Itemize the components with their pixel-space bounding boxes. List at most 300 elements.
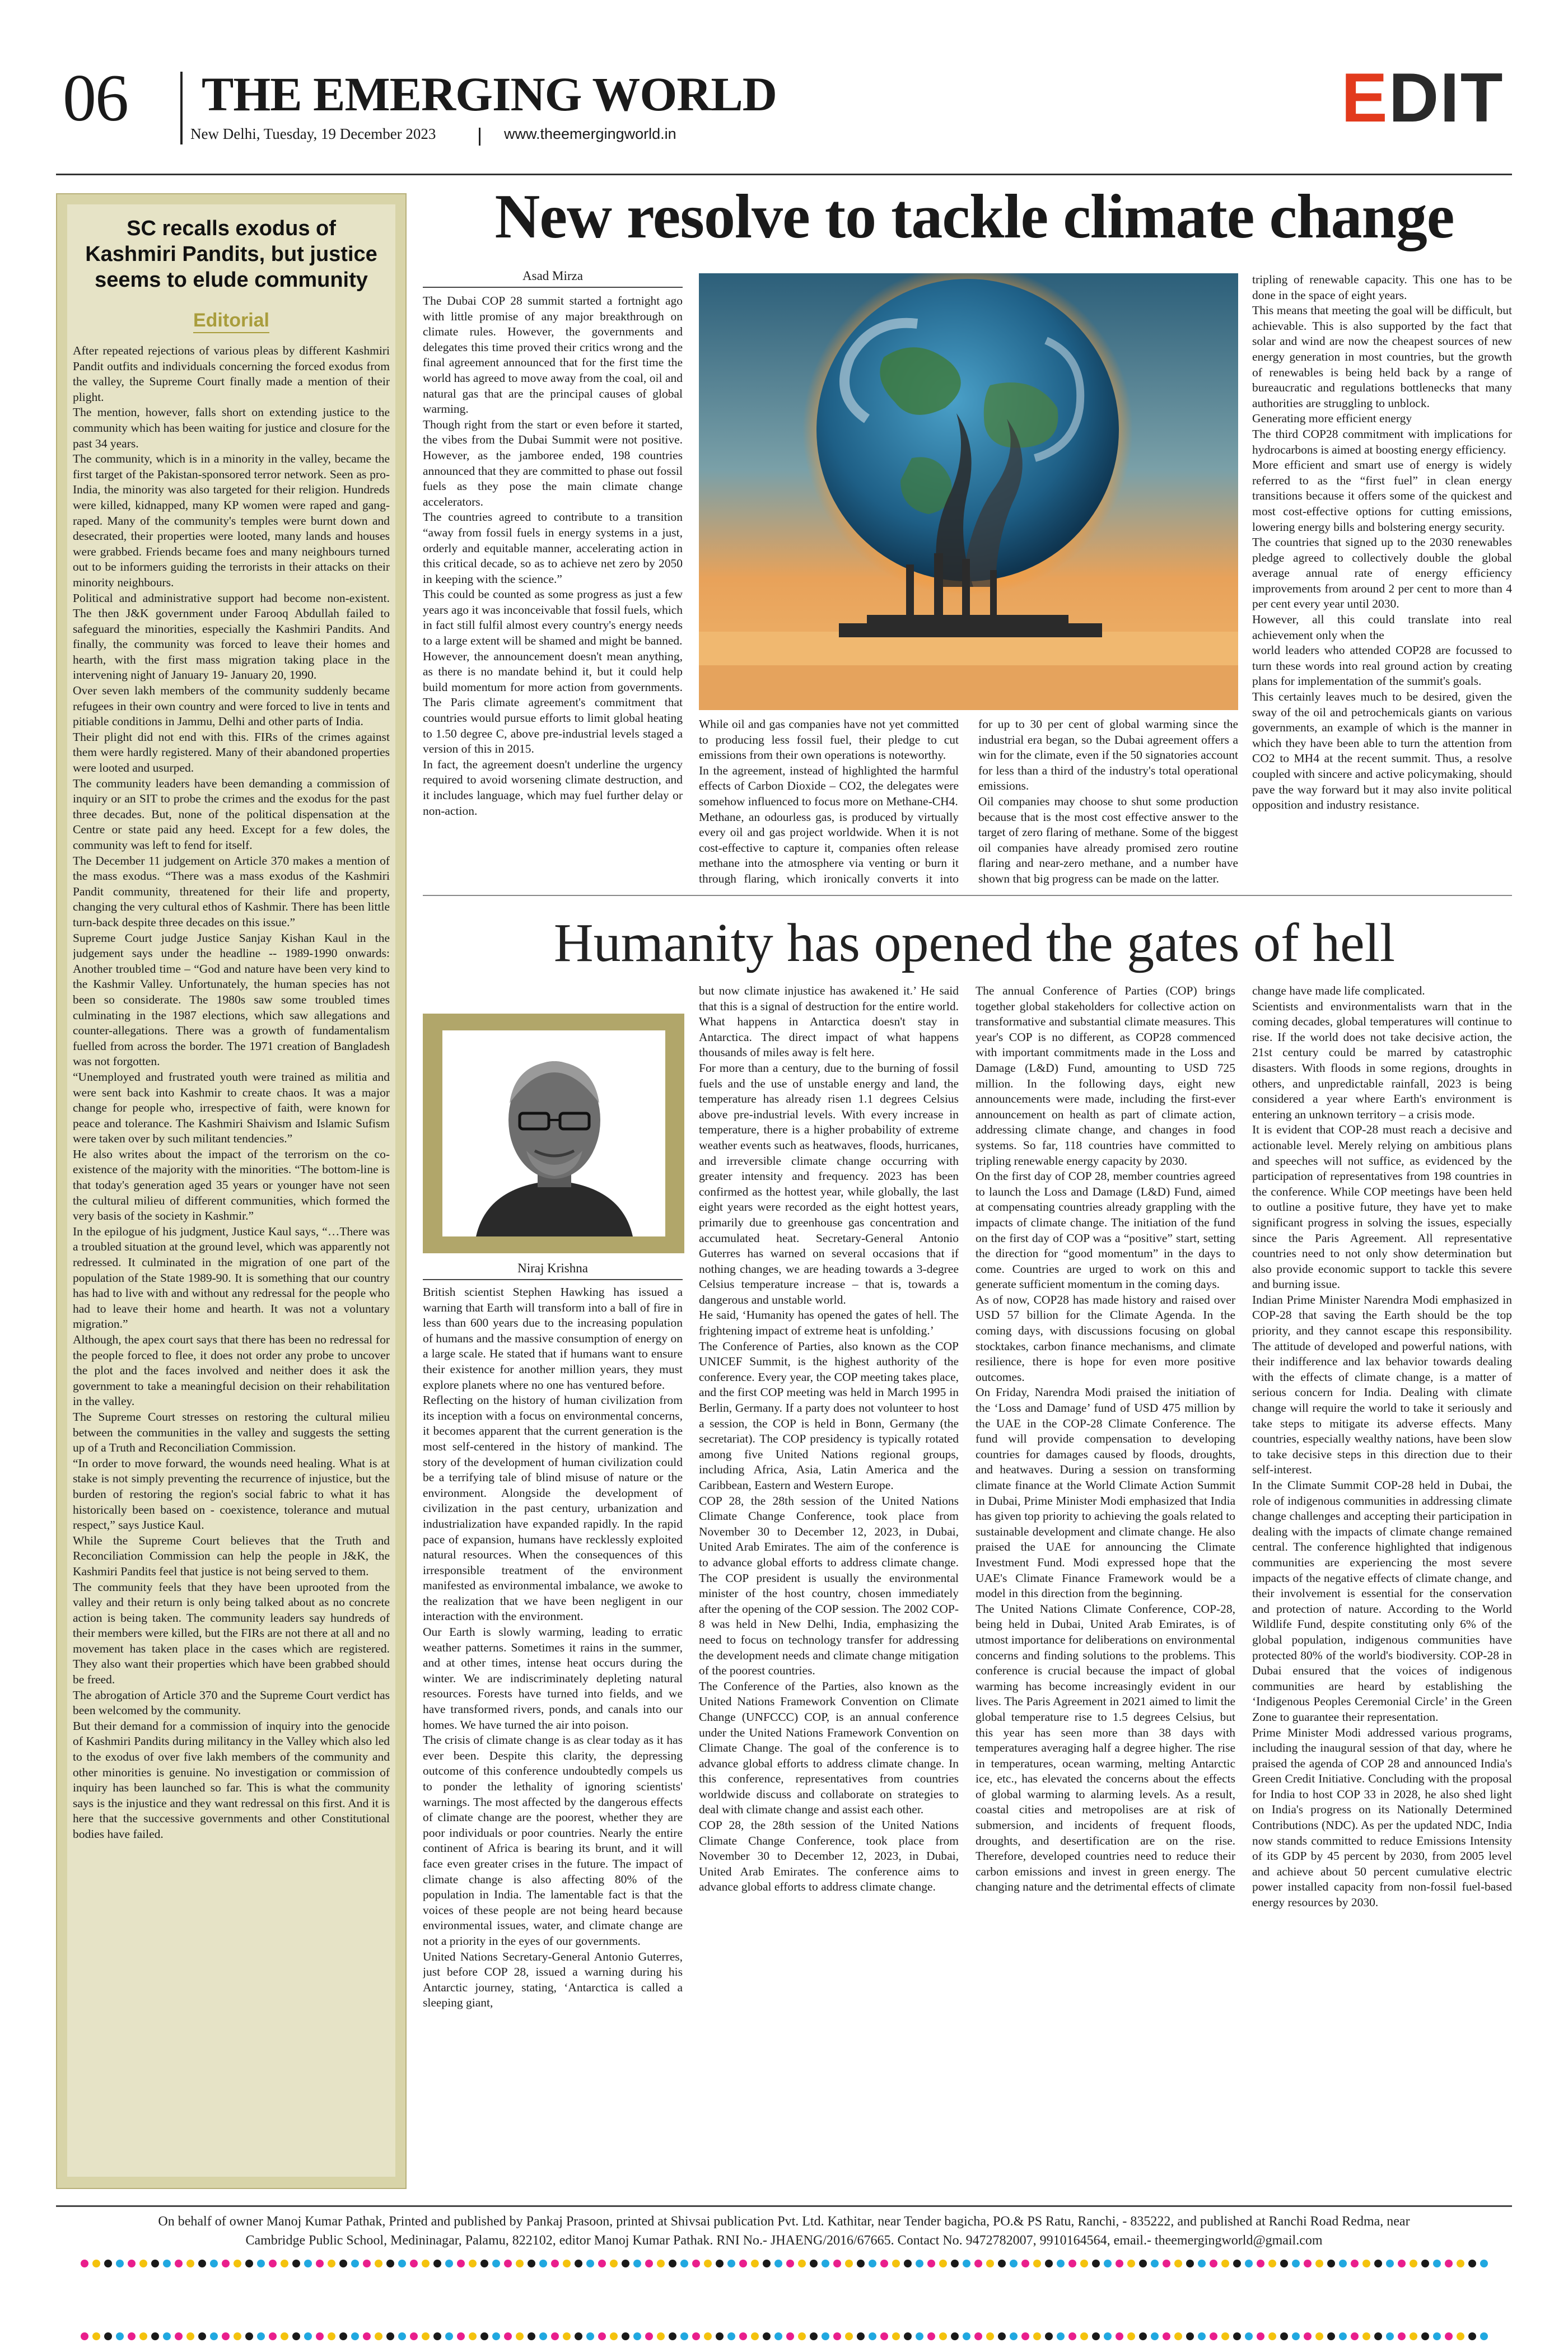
registration-dot — [927, 2260, 935, 2267]
registration-dot — [1304, 2332, 1312, 2340]
registration-dot — [234, 2260, 241, 2267]
paragraph: Supreme Court judge Justice Sanjay Kishan Kaul in the judgement says under the headline -- 1989-1990 onwards: Another troubled time – “God and nature have been very kind to the Kashmir Valley. Unfortunately, the human species has not been so considerate. The 1980s saw some troubled times culminating in the 1987 elections, which saw allegations and counter-allegations. There was a growth of fundamentalism fuelled from across the border. The 1971 creation of Bangladesh was not forgotten. — [73, 931, 390, 1068]
paragraph: Oil companies may choose to shut some production because that is the most cost effective answer to the target of zero flaring of methane. Some of the biggest oil companies have already promised zero routine flaring and near-zero methane, and a number have shown that big progress can be made on the latter. — [978, 794, 1238, 885]
registration-dot — [528, 2260, 535, 2267]
registration-dot — [1433, 2260, 1441, 2267]
registration-dot — [833, 2260, 841, 2267]
registration-dot — [210, 2332, 218, 2340]
registration-dot — [234, 2332, 241, 2340]
registration-dot — [410, 2332, 418, 2340]
registration-dot — [727, 2332, 735, 2340]
registration-dot — [363, 2332, 371, 2340]
registration-dot — [504, 2260, 512, 2267]
registration-dot — [457, 2332, 465, 2340]
registration-dot — [128, 2332, 136, 2340]
registration-dot — [892, 2332, 900, 2340]
paragraph: In the Climate Summit COP-28 held in Dubai, the role of indigenous communities in addressing climate change challenges and accepting their participation in dealing with the impacts of climate change remained central. The conference highlighted that indigenous communities are experiencing the most severe impacts of the negative effects of climate change, and their involvement is essential for the conservation and protection of nature. According to the World Wildlife Fund, despite constituting only 6% of the global population, indigenous communities have protected 80% of the world's biodiversity. COP-28 in Dubai ensured that the voices of indigenous communities are heard by establishing the ‘Indigenous Peoples Ceremonial Circle’ in the Green Zone to guarantee their representation. — [1252, 1478, 1512, 1724]
registration-dot — [128, 2260, 136, 2267]
footer-rule — [56, 2205, 1512, 2207]
registration-dot — [716, 2260, 724, 2267]
registration-dot — [116, 2332, 124, 2340]
paragraph: Prime Minister Modi addressed various programs, including the inaugural session of that day, where he praised the agenda of COP 28 and announced India's Green Credit Initiative. Concluding with the proposal for India to host COP 33 in 2028, he also shed light on India's progress on its Nationally Determined Contributions (NDC). As per the updated NDC, India now stands committed to reduce Emissions Intensity of its GDP by 45 percent by 2030, from 2005 level and achieve about 50 percent cumulative electric power installed capacity from non-fossil fuel-based energy resources by 2030. — [1252, 1725, 1512, 1910]
paragraph: In the epilogue of his judgment, Justice Kaul says, “…There was a troubled situation at the ground level, which was apparently not redressed. It culminated in the migration of one part of the population of the State 1989-90. It is something that our country has had to live with and without any redressal for the people who had to leave their home and hearth. It was not a voluntary migration.” — [73, 1224, 390, 1331]
registration-dot — [528, 2332, 535, 2340]
registration-dot — [539, 2260, 547, 2267]
registration-dot — [81, 2260, 88, 2267]
registration-dot — [292, 2260, 300, 2267]
registration-dot — [339, 2260, 347, 2267]
registration-dot — [281, 2260, 288, 2267]
registration-dot — [1139, 2332, 1147, 2340]
editorial-sidebar — [56, 193, 407, 2189]
registration-dot — [151, 2332, 159, 2340]
paragraph: tripling of renewable capacity. This one has to be done in the space of eight years. — [1252, 273, 1512, 302]
registration-dot — [1398, 2332, 1406, 2340]
registration-dot — [1362, 2332, 1370, 2340]
registration-dot — [163, 2332, 171, 2340]
registration-dot — [457, 2260, 465, 2267]
registration-dot — [1010, 2260, 1018, 2267]
registration-dot — [657, 2260, 665, 2267]
registration-dot — [1033, 2332, 1041, 2340]
paragraph: It is evident that COP-28 must reach a decisive and actionable level. Merely relying on ambitious plans and speeches will not suffice, as evidenced by the participation of representatives from 198 countries in the conference. While COP meetings have been held to outline a positive future, they have yet to make significant progress in solving the issues, especially since the Paris Agreement. All representative countries need to not only show determination but also provide economic support to tackle this severe and burning issue. — [1252, 1123, 1512, 1291]
registration-dot — [633, 2332, 641, 2340]
paragraph: The December 11 judgement on Article 370 makes a mention of the mass exodus. “There was a mass exodus of the Kashmiri Pandit community, threatened for their life and property, changing the very cultural ethos of Kashmir. There has been little turn-back despite three decades on this issue.” — [73, 853, 390, 929]
registration-dot — [575, 2260, 582, 2267]
author-photo — [442, 1030, 665, 1236]
registration-dot — [1045, 2332, 1053, 2340]
earth-smoke-factory-image — [699, 273, 1238, 710]
registration-dot — [1163, 2260, 1170, 2267]
registration-dot — [774, 2332, 782, 2340]
registration-dot — [1280, 2260, 1288, 2267]
registration-dot — [375, 2332, 382, 2340]
paragraph: COP 28, the 28th session of the United Nations Climate Change Conference, took place from November 30 to December 12, 2023, in Dubai, United Arab Emirates. The aim of the conference is to advance global efforts to address climate change. The COP president is usually the environmental minister of the host country, chosen immediately after the opening of the COP session. The 2002 COP-8 was held in New Delhi, India, emphasizing the need to focus on technology transfer for addressing the development needs and climate change mitigation of the poorest countries. — [699, 1494, 959, 1678]
paragraph: The abrogation of Article 370 and the Supreme Court verdict has been welcomed by the community. — [73, 1688, 390, 1718]
registration-dot — [1339, 2332, 1347, 2340]
registration-dot — [1116, 2260, 1123, 2267]
registration-dot — [880, 2260, 888, 2267]
registration-dot — [1151, 2260, 1159, 2267]
registration-dot — [104, 2260, 112, 2267]
registration-dot — [739, 2260, 747, 2267]
paragraph: More efficient and smart use of energy is widely referred to as the “first fuel” in clean energy transitions because it offers some of the quickest and most cost-effective options for cutting emissions, lowering energy bills and bolstering energy security. — [1252, 458, 1512, 534]
registration-dot — [504, 2332, 512, 2340]
paragraph: “Unemployed and frustrated youth were trained as militia and were sent back into Kashmir to create chaos. It was a major change for people who, irrespective of faith, were known for peace and tolerance. The Kashmiri Shaivism and Islamic Sufism were taken over by such militant tendencies.” — [73, 1070, 390, 1146]
registration-dot — [151, 2260, 159, 2267]
registration-dot — [1280, 2332, 1288, 2340]
registration-dot — [139, 2260, 147, 2267]
paragraph: The mention, however, falls short on extending justice to the community which has been waiting for justice and closure for the past 34 years. — [73, 405, 390, 450]
registration-dot — [1245, 2260, 1253, 2267]
registration-dot — [692, 2332, 700, 2340]
registration-dot — [245, 2332, 253, 2340]
registration-dot — [763, 2332, 771, 2340]
registration-dot — [104, 2332, 112, 2340]
registration-dot — [610, 2332, 618, 2340]
registration-dot — [81, 2332, 88, 2340]
registration-dot — [1410, 2260, 1417, 2267]
registration-dot — [139, 2332, 147, 2340]
paragraph: The community leaders have been demanding a commission of inquiry or an SIT to probe the crimes and the exodus for the past three decades. But, none of the political dispensation at the Centre or state paid any heed. Except for a few doles, the community was left to fend for itself. — [73, 776, 390, 852]
registration-dot — [410, 2260, 418, 2267]
registration-dot — [1221, 2260, 1229, 2267]
registration-dot — [786, 2332, 794, 2340]
paragraph: But their demand for a commission of inquiry into the genocide of Kashmiri Pandits during militancy in the Valley which also led to the exodus of over five lakh members of the community and other minorities is genuine. No investigation or commission of inquiry has been launched so far. This is what the community says is the injustice and they want redressal on this first. And it is here that the successive governments and other Constitutional bodies have failed. — [73, 1719, 390, 1841]
paragraph: The Conference of the Parties, also known as the United Nations Framework Convention on Climate Change (UNFCCC) COP, is an annual conference under the United Nations Framework Convention on Climate Change. The goal of the conference is to advance global efforts to address climate change. In this conference, representatives from countries worldwide discuss and collaborate on strategies to deal with climate change and assist each other. — [699, 1679, 959, 1817]
climate-illustration — [699, 273, 1238, 710]
editorial-headline[interactable]: SC recalls exodus of Kashmiri Pandits, but justice seems to elude community — [85, 217, 377, 292]
registration-dot — [916, 2260, 923, 2267]
registration-dot — [398, 2332, 406, 2340]
article1-column-3 — [978, 717, 1238, 886]
registration-dot — [328, 2260, 335, 2267]
registration-dot — [1092, 2260, 1100, 2267]
registration-dot — [186, 2260, 194, 2267]
registration-dot — [375, 2260, 382, 2267]
registration-dot — [598, 2260, 606, 2267]
registration-dot — [951, 2332, 959, 2340]
registration-dot — [422, 2332, 430, 2340]
paragraph: Generating more efficient energy — [1252, 412, 1412, 426]
registration-dot — [245, 2260, 253, 2267]
registration-dot — [1339, 2260, 1347, 2267]
registration-dot — [1421, 2260, 1429, 2267]
paragraph: For more than a century, due to the burning of fossil fuels and the use of unstable energy and land, the temperature has already risen 1.1 degrees Celsius above pre-industrial levels. With every increase in temperature, there is a higher probability of extreme weather events such as heatwaves, floods, hurricanes, and irreversible climate change occurring with greater intensity and frequency. 2023 has been confirmed as the hottest year, while globally, the last eight years were recorded as the eight hottest years, primarily due to greenhouse gas concentration and accumulated heat. Secretary-General Antonio Guterres has warned on several occasions that if nothing changes, we are heading towards a 3-degree Celsius temperature increase – that is, towards a dangerous and unstable world. — [699, 1061, 959, 1306]
registration-dot — [1468, 2260, 1476, 2267]
registration-dot — [904, 2332, 912, 2340]
registration-dot — [1021, 2260, 1029, 2267]
registration-dot — [1445, 2260, 1453, 2267]
registration-dot — [1080, 2332, 1088, 2340]
registration-dot — [986, 2260, 994, 2267]
paragraph: While the Supreme Court believes that the Truth and Reconciliation Commission can help the people in J&K, the Kashmiri Pandits feel that justice is not being served to them. — [73, 1533, 390, 1578]
registration-dot — [904, 2260, 912, 2267]
registration-dot — [398, 2260, 406, 2267]
article1-column-2 — [699, 717, 959, 886]
registration-dot — [916, 2332, 923, 2340]
registration-dot — [1010, 2332, 1018, 2340]
section-logo-first-letter: E — [1341, 59, 1389, 137]
registration-dot — [1257, 2332, 1264, 2340]
registration-dot — [669, 2332, 676, 2340]
registration-dot — [1163, 2332, 1170, 2340]
registration-dot — [974, 2260, 982, 2267]
article-headline-gates-of-hell[interactable]: Humanity has opened the gates of hell — [553, 913, 1396, 973]
paragraph: Methane, an odourless gas, is produced by virtually every oil and gas project worldwide. When it is not cost-effective to capture it, companies often release methane into the atmosphere via venting or burn it through flaring, which ironically converts it into — [699, 810, 959, 885]
editorial-kicker — [67, 310, 395, 332]
registration-dot — [622, 2260, 629, 2267]
registration-dot — [1327, 2332, 1335, 2340]
paragraph: The United Nations Climate Conference, COP-28, being held in Dubai, United Arab Emirates, is of utmost importance for deliberations on environmental concerns and finding solutions to the problems. This conference is crucial because the impact of global warming has become increasingly evident in our lives. The Paris Agreement in 2021 aimed to limit the global temperature rise to 1.5 degrees Celsius, but this year has seen more than 38 days with temperatures averaging half a degree higher. The rise in temperatures, ocean warming, melting Antarctic ice, etc., has elevated the concerns about the effects of global warming to alarming levels. As a result, coastal cities and metropolises are at risk of submersion, and incidents of frequent floods, droughts, and desertification are on the rise. Therefore, developed countries need to reduce their carbon emissions and invest in green energy. The changing nature and the detrimental effects of climate — [976, 1602, 1235, 1894]
registration-dot — [1480, 2260, 1488, 2267]
registration-dot — [810, 2260, 818, 2267]
byline-niraj-krishna: Niraj Krishna — [517, 1261, 588, 1275]
registration-dot — [292, 2332, 300, 2340]
registration-dot — [1116, 2332, 1123, 2340]
paragraph: Though right from the start or even before it started, the vibes from the Dubai Summit were not positive. However, as the jamboree ended, 198 countries announced that they are committed to phase out fossil fuels as they pose the main climate change accelerators. — [423, 417, 683, 508]
registration-dot — [704, 2260, 712, 2267]
registration-dot — [1292, 2260, 1300, 2267]
registration-dot — [998, 2260, 1006, 2267]
byline-asad-mirza: Asad Mirza — [522, 269, 583, 283]
paragraph: The crisis of climate change is as clear today as it has ever been. Despite this clarity, the depressing outcome of this conference undoubtedly compels us to ponder the lethality of ignoring scientists' warnings. The most affected by the dangerous effects of climate change are the poorest, whether they are poor individuals or poor countries. Nearly the entire continent of Africa is bearing its brunt, and it will face even greater crises in the future. The impact of climate change is also affecting 80% of the population in India. The lamentable fact is that the voices of these people are not being heard because environmental issues, water, and climate change are not a priority in the eyes of our governments. — [423, 1733, 683, 1948]
registration-dot — [1410, 2332, 1417, 2340]
registration-dot — [704, 2332, 712, 2340]
registration-dot — [1174, 2332, 1182, 2340]
registration-dot — [810, 2332, 818, 2340]
registration-dot — [422, 2260, 430, 2267]
registration-dot — [92, 2332, 100, 2340]
registration-dot — [951, 2260, 959, 2267]
paragraph: for up to 30 per cent of global warming since the industrial era began, so the Dubai agreement offers a win for the climate, even if the 50 signatories account for less than a third of the industry's total operational emissions. — [978, 717, 1238, 793]
registration-dot — [516, 2332, 524, 2340]
paragraph: The third COP28 commitment with implications for hydrocarbons is aimed at boosting energy efficiency. — [1252, 427, 1512, 456]
section-logo-edit — [1341, 59, 1504, 137]
registration-dot — [175, 2332, 183, 2340]
paragraph: COP 28, the 28th session of the United Nations Climate Change Conference, took place from November 30 to December 12, 2023, in Dubai, United Arab Emirates. The conference aims to advance global efforts to address climate change. — [699, 1818, 959, 1894]
registration-dot — [963, 2332, 970, 2340]
registration-dot — [657, 2332, 665, 2340]
registration-dot — [1174, 2260, 1182, 2267]
registration-dot — [1127, 2332, 1135, 2340]
imprint-line-2: Cambridge Public School, Medininagar, Palamu, 822102, editor Manoj Kumar Pathak. RNI No.- JHAENG/2016/67665. Contact No. 9472782007, 9910164564, email.- theemergingworld@gmail.com — [245, 2233, 1323, 2248]
registration-dot — [1092, 2332, 1100, 2340]
registration-dot — [751, 2260, 759, 2267]
registration-dot — [1374, 2260, 1382, 2267]
registration-dot — [480, 2260, 488, 2267]
registration-dot — [469, 2260, 477, 2267]
paragraph: This means that meeting the goal will be difficult, but achievable. This is also supported by the fact that solar and wind are now the cheapest sources of new energy generation in most countries, but the growth of renewables is being held back by a range of bureaucratic and regulations bottlenecks that many authorities are struggling to unblock. — [1252, 304, 1512, 410]
registration-dot — [998, 2332, 1006, 2340]
paragraph: After repeated rejections of various pleas by different Kashmiri Pandit outfits and individuals concerning the forced exodus from the valley, the Supreme Court finally made a mention of their plight. — [73, 344, 390, 404]
editorial-kicker-label: Editorial — [193, 310, 269, 333]
paragraph: The community, which is in a minority in the valley, became the first target of the Pakistan-sponsored terror network. Seen as pro-India, the minority was also targeted for their religion. Hundreds were killed, kidnapped, many KP women were raped and gang-raped. Many of the community's temples were burnt down and desecrated, their properties were looted, many lands and houses were grabbed. Friends became foes and many neighbours turned out to be informers guiding the terrorists in their attacks on their minority neighbours. — [73, 452, 390, 589]
paper-name[interactable]: THE EMERGING WORLD — [202, 67, 777, 121]
registration-dot — [963, 2260, 970, 2267]
registration-dot — [198, 2260, 206, 2267]
paragraph: Their plight did not end with this. FIRs of the crimes against them were hardly registered. Many of their abandoned properties were looted and usurped. — [73, 730, 390, 775]
registration-dot — [1268, 2260, 1276, 2267]
registration-dot — [763, 2260, 771, 2267]
registration-dot — [1021, 2332, 1029, 2340]
paragraph: The community feels that they have been uprooted from the valley and their return is only being talked about as no concrete action is being taken. The community leaders say hundreds of their members were killed, but the FIRs are not there at all and no movement has taken place in the cases which are registered. They also want their properties which have been grabbed should be freed. — [73, 1580, 390, 1687]
registration-dot — [316, 2332, 324, 2340]
paragraph: As of now, COP28 has made history and raised over USD 57 billion for the Climate Agenda. In the coming days, with discussions focusing on global stocktakes, carbon finance mechanisms, and climate resilience, there is hope for even more positive outcomes. — [976, 1292, 1235, 1384]
registration-dot — [1480, 2332, 1488, 2340]
registration-dot — [198, 2332, 206, 2340]
registration-dot — [680, 2332, 688, 2340]
registration-dot — [551, 2332, 559, 2340]
article-separator — [423, 895, 1512, 896]
registration-dot — [774, 2260, 782, 2267]
registration-dot — [257, 2332, 265, 2340]
page-number: 06 — [63, 60, 128, 135]
registration-dot — [222, 2332, 230, 2340]
registration-dot — [1386, 2260, 1394, 2267]
paragraph: The countries that signed up to the 2030 renewables pledge agreed to collectively double the global average annual rate of energy efficiency improvements from around 2 per cent to more than 4 per cent every year until 2030. — [1252, 535, 1512, 611]
registration-dot — [1457, 2332, 1464, 2340]
registration-dot — [563, 2332, 571, 2340]
registration-dot — [751, 2332, 759, 2340]
registration-dot — [798, 2260, 806, 2267]
registration-dot — [822, 2332, 829, 2340]
registration-dot — [1139, 2260, 1147, 2267]
registration-dot — [1033, 2260, 1041, 2267]
registration-dot — [1351, 2332, 1359, 2340]
registration-dot — [1421, 2332, 1429, 2340]
registration-dot — [857, 2260, 865, 2267]
article2-column-2 — [699, 983, 959, 2192]
registration-dot — [551, 2260, 559, 2267]
article1-column-1 — [423, 293, 683, 887]
article-headline-climate[interactable]: New resolve to tackle climate change — [494, 182, 1454, 251]
registration-dot — [986, 2332, 994, 2340]
registration-dot — [680, 2260, 688, 2267]
paragraph: He also writes about the impact of the terrorism on the co-existence of the majority with the minorities. “The bottom-line is that today's generation aged 35 years or younger have not seen the cultural milieu of different communities, which formed the very basis of the society in Kashmir.” — [73, 1147, 390, 1223]
paragraph: This could be counted as some progress as just a few years ago it was inconceivable that fossil fuels, which in fact still fulfil almost every country's energy needs to a large extent will be shamed and might be banned. — [423, 587, 683, 648]
registration-dot — [1398, 2260, 1406, 2267]
registration-dot — [1468, 2332, 1476, 2340]
article2-column-3 — [976, 983, 1235, 2192]
registration-dot — [1292, 2332, 1300, 2340]
paragraph: In fact, the agreement doesn't underline the urgency required to avoid worsening climate destruction, and it includes language, which may fuel further delay or non-action. — [423, 757, 683, 818]
registration-dot — [1445, 2332, 1453, 2340]
masthead-rule — [56, 174, 1512, 175]
registration-dot — [386, 2260, 394, 2267]
registration-dot — [328, 2332, 335, 2340]
paragraph: Political and administrative support had become non-existent. The then J&K government under Farooq Abdullah failed to safeguard the minorities, especially the Kashmiri Pandits. And finally, the community was forced to leave their homes and hearth, with the first mass migration taking place in the intervening night of January 19- January 20, 1990. — [73, 591, 390, 682]
paragraph: The annual Conference of Parties (COP) brings together global stakeholders for collective action on transformative and substantial climate measures. This year's COP is no different, as COP28 commenced with important commitments made in the Loss and Damage (L&D) Fund, amounting to USD 725 million. In the following days, eight new announcements were made, including the first-ever announcement on health as part of climate action, addressing climate change, and changes in food systems. So far, 118 countries have committed to tripling renewable energy capacity by 2030. — [976, 984, 1235, 1168]
registration-dot — [492, 2332, 500, 2340]
registration-dot — [1057, 2260, 1065, 2267]
registration-dot — [1315, 2332, 1323, 2340]
paragraph: United Nations Secretary-General Antonio Guterres, just before COP 28, issued a warning during his Antarctic journey, stating, ‘Antarctica is called a sleeping giant, — [423, 1949, 683, 2010]
editorial-body — [73, 343, 390, 2169]
section-logo-rest: DIT — [1388, 59, 1504, 137]
registration-dot — [539, 2332, 547, 2340]
registration-dot — [939, 2260, 947, 2267]
byline-rule — [423, 287, 683, 288]
registration-dot — [480, 2332, 488, 2340]
paragraph: He said, ‘Humanity has opened the gates of hell. The frightening impact of extreme heat is unfolding.’ — [699, 1308, 959, 1338]
registration-dot — [1210, 2260, 1217, 2267]
paragraph: The countries agreed to contribute to a transition “away from fossil fuels in energy systems in a just, orderly and equitable manner, accelerating action in this critical decade, so as to achieve net zero by 2050 in keeping with the science.” — [423, 510, 683, 586]
registration-dot — [351, 2332, 359, 2340]
registration-dot — [1198, 2260, 1206, 2267]
registration-dot — [869, 2332, 876, 2340]
registration-dot — [163, 2260, 171, 2267]
registration-dot — [351, 2260, 359, 2267]
registration-dot — [739, 2332, 747, 2340]
registration-dot — [1127, 2260, 1135, 2267]
registration-dot — [598, 2332, 606, 2340]
registration-dot — [222, 2260, 230, 2267]
registration-dot — [1045, 2260, 1053, 2267]
registration-dot — [633, 2260, 641, 2267]
registration-dot — [645, 2260, 653, 2267]
dateline: New Delhi, Tuesday, 19 December 2023 — [190, 125, 436, 142]
registration-dot — [1186, 2332, 1194, 2340]
registration-dot — [1068, 2332, 1076, 2340]
dateline-divider — [479, 128, 480, 146]
registration-dot — [622, 2332, 629, 2340]
masthead-divider — [180, 72, 183, 144]
registration-dot — [92, 2260, 100, 2267]
paragraph: The Supreme Court stresses on restoring the cultural milieu between the communities in the valley and suggests the setting up of a Truth and Reconciliation Commission. — [73, 1410, 390, 1455]
registration-dot — [1268, 2332, 1276, 2340]
registration-dot — [645, 2332, 653, 2340]
registration-dot — [281, 2332, 288, 2340]
registration-dot — [1386, 2332, 1394, 2340]
registration-dot — [1351, 2260, 1359, 2267]
paragraph: “In order to move forward, the wounds need healing. What is at stake is not simply preventing the recurrence of injustice, but the burden of restoring the region's social fabric to what it has historically been based on - coexistence, tolerance and mutual respect,” says Justice Kaul. — [73, 1456, 390, 1532]
registration-dot — [1327, 2260, 1335, 2267]
website-link[interactable]: www.theemergingworld.in — [504, 125, 676, 142]
registration-dot — [1433, 2332, 1441, 2340]
registration-dot — [727, 2260, 735, 2267]
registration-dot — [974, 2332, 982, 2340]
paragraph: Reflecting on the history of human civilization from its inception with a focus on environmental concerns, it becomes apparent that the current generation is the most self-centered in the history of mankind. The story of the development of human civilization could be a terrifying tale of blind misuse of nature or the environment. Alongside the development of civilization in the past century, urbanization and industrialization have expanded rapidly. In the rapid pace of expansion, humans have recklessly exploited natural resources. When the consequences of this irresponsible treatment of the environment manifested as environmental imbalance, we awoke to the realization that we have been negligent in our interaction with the environment. — [423, 1393, 683, 1623]
registration-dot — [786, 2260, 794, 2267]
registration-dot — [1233, 2332, 1241, 2340]
registration-dot — [586, 2332, 594, 2340]
registration-dot — [210, 2260, 218, 2267]
registration-dot — [1198, 2332, 1206, 2340]
paragraph: Our Earth is slowly warming, leading to erratic weather patterns. Sometimes it rains in the summer, and at other times, intense heat occurs during the winter. We are indiscriminately depleting natural resources. Forests have turned into fields, and we have transformed rivers, ponds, and canals into our homes. We have turned the air into poison. — [423, 1625, 683, 1732]
paragraph: Scientists and environmentalists warn that in the coming decades, global temperatures will continue to rise. If the world does not take decisive action, the 21st century could be marred by catastrophic disasters. With floods in some regions, droughts in others, and unpredictable rainfall, 2023 is being considered a year where Earth's environment is entering an unknown territory – a crisis mode. — [1252, 999, 1512, 1121]
paragraph: On the first day of COP 28, member countries agreed to launch the Loss and Damage (L&D) Fund, aimed at compensating countries already grappling with the impacts of climate change. The initiation of the fund on the first day of COP was a “positive” start, setting the direction for “good momentum” in the days to come. Countries are urged to work on this and generate sufficient momentum in the coming days. — [976, 1169, 1235, 1291]
imprint-line-1: On behalf of owner Manoj Kumar Pathak, Printed and published by Pankaj Prasoon, printed at Shivsai publication Pvt. Ltd. Kathitar, near Tender bagicha, PO.& PS Ratu, Ranchi, - 835222, and published at Ranchi Road Redma, near — [158, 2214, 1410, 2229]
registration-dot — [316, 2260, 324, 2267]
registration-dot — [1151, 2332, 1159, 2340]
print-registration-dots-bottom — [0, 2332, 1568, 2344]
paragraph: but now climate injustice has awakened it.’ He said that this is a signal of destruction for the entire world. What happens in Antarctica doesn't stay in Antarctica. The direct impact of what happens thousands of miles away is felt here. — [699, 984, 959, 1060]
registration-dot — [845, 2260, 853, 2267]
registration-dot — [1362, 2260, 1370, 2267]
registration-dot — [1104, 2260, 1112, 2267]
paragraph: Indian Prime Minister Narendra Modi emphasized in COP-28 that saving the Earth should be the top priority, and they cannot escape this responsibility. The attitude of developed and powerful nations, with their indifference and lax behavior towards dealing with the effects of climate change, is a matter of serious concern for India. Dealing with climate change will require the world to take it seriously and take steps to mitigate its adverse effects. Many countries, especially wealthy nations, have been slow to take decisive steps in this direction due to their self-interest. — [1252, 1292, 1512, 1477]
paragraph: The Conference of Parties, also known as the COP UNICEF Summit, is the highest authority of the conference. Every year, the COP meeting takes place, and the first COP meeting was held in March 1995 in Berlin, Germany. If a party does not volunteer to host a session, the COP is held in Bonn, Germany (the secretariat). The COP presidency is typically rotated among five United Nations regional groups, including Africa, Asia, Latin America and the Caribbean, Eastern and Western Europe. — [699, 1339, 959, 1492]
paragraph: This certainly leaves much to be desired, given the sway of the oil and petrochemicals giants on various governments, an example of which is the manner in which they have been able to turn the attention from CO2 to MH4 at the recent summit. Thus, a resolve coupled with sincere and active policymaking, should pave the way forward but it may also invite political opposition and industry resistance. — [1252, 690, 1512, 812]
registration-dot — [822, 2260, 829, 2267]
registration-dot — [1245, 2332, 1253, 2340]
registration-dot — [563, 2260, 571, 2267]
paragraph: In the agreement, instead of highlighted the harmful effects of Carbon Dioxide – CO2, the delegates were somehow influenced to focus more on Methane-CH4. — [699, 763, 959, 808]
registration-dot — [692, 2260, 700, 2267]
registration-dot — [1304, 2260, 1312, 2267]
editorial-panel — [67, 204, 395, 2177]
registration-dot — [1315, 2260, 1323, 2267]
imprint-footer — [56, 2212, 1512, 2250]
registration-dot — [927, 2332, 935, 2340]
registration-dot — [386, 2332, 394, 2340]
registration-dot — [845, 2332, 853, 2340]
paragraph: British scientist Stephen Hawking has issued a warning that Earth will transform into a ball of fire in less than 600 years due to the increasing population of humans and the massive consumption of energy on a large scale. He stated that if humans want to ensure their existence for another million years, they must explore planets where no one has ventured before. — [423, 1285, 683, 1392]
registration-dot — [516, 2260, 524, 2267]
registration-dot — [610, 2260, 618, 2267]
registration-dot — [586, 2260, 594, 2267]
registration-dot — [1057, 2332, 1065, 2340]
paragraph: On Friday, Narendra Modi praised the initiation of the ‘Loss and Damage’ fund of USD 475 million by the UAE in the COP-28 Climate Conference. The fund will provide compensation to developing countries for damages caused by floods, droughts, and heatwaves. During a session on transforming climate finance at the World Climate Action Summit in Dubai, Prime Minister Modi emphasized that India has given top priority to achieving the goals related to sustainable development and climate change. He also praised the UAE for announcing the Climate Investment Fund. Modi expressed hope that the UAE's Climate Finance Framework would be a model in this direction from the beginning. — [976, 1385, 1235, 1600]
registration-dot — [175, 2260, 183, 2267]
paragraph: Over seven lakh members of the community suddenly became refugees in their own country and were forced to live in tents and pitiable conditions in Jammu, Delhi and other parts of India. — [73, 684, 390, 729]
registration-dot — [669, 2260, 676, 2267]
registration-dot — [433, 2260, 441, 2267]
paragraph: The Dubai COP 28 summit started a fortnight ago with little promise of any major breakthrough on climate rules. However, the governments and delegates this time proved their critics wrong and the final agreement announced that for the first time the world has agreed to move away from the coal, oil and natural gas that are the principal causes of global warming. — [423, 294, 683, 416]
registration-dot — [1457, 2260, 1464, 2267]
registration-dot — [304, 2332, 312, 2340]
